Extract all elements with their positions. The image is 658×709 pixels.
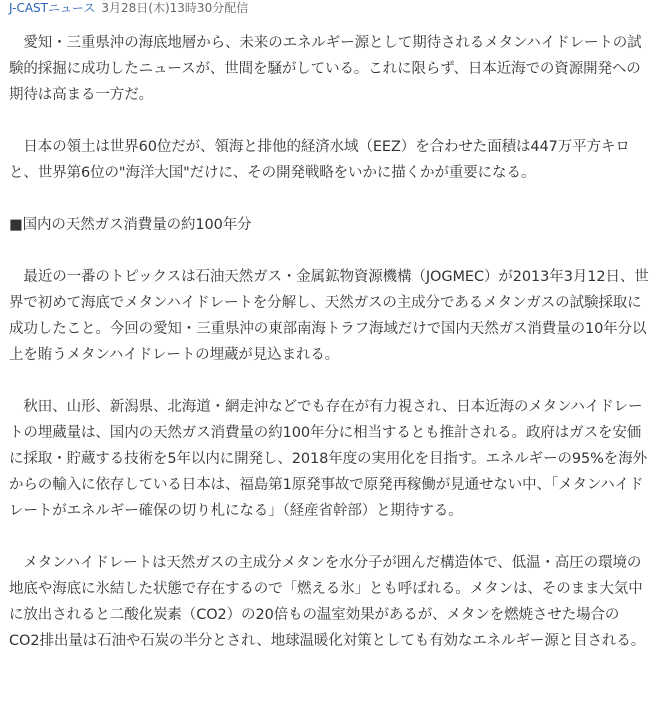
- paragraph: 最近の一番のトピックスは石油天然ガス・金属鉱物資源機構（JOGMEC）が2013年3月12日、世界で初めて海底でメタンハイドレートを分解し、天然ガスの主成分であるメタンガスの試験採取に成功したこと。今回の愛知・三重県沖の東部南海トラフ海域だけで国内天然ガス消費量の10年分以上を賄うメタンハイドレートの埋蔵が見込まれる。: [9, 269, 649, 363]
- section-heading: ■国内の天然ガス消費量の約100年分: [9, 217, 252, 233]
- paragraph-gap: [9, 108, 649, 134]
- paragraph-gap: [9, 186, 649, 212]
- source-link[interactable]: J-CASTニュース: [9, 1, 96, 15]
- article-body: [9, 30, 649, 654]
- paragraph-gap: [9, 524, 649, 550]
- paragraph-gap: [9, 368, 649, 394]
- byline: [9, 0, 649, 16]
- paragraph-gap: [9, 238, 649, 264]
- paragraph: 日本の領土は世界60位だが、領海と排他的経済水域（EEZ）を合わせた面積は447万平方キロと、世界第6位の"海洋大国"だけに、その開発戦略をいかに描くかが重要になる。: [9, 139, 630, 181]
- paragraph: 愛知・三重県沖の海底地層から、未来のエネルギー源として期待されるメタンハイドレートの試験的採掘に成功したニュースが、世間を騒がしている。これに限らず、日本近海での資源開発への期待は高まる一方だ。: [9, 35, 642, 103]
- paragraph: 秋田、山形、新潟県、北海道・網走沖などでも存在が有力視され、日本近海のメタンハイドレートの埋蔵量は、国内の天然ガス消費量の約100年分に相当するとも推計される。政府はガスを安価に採取・貯蔵する技術を5年以内に開発し、2018年度の実用化を目指す。エネルギーの95%を海外からの輸入に依存している日本は、福島第1原発事故で原発再稼働が見通せない中、「メタンハイドレートがエネルギー確保の切り札になる」（経産省幹部）と期待する。: [9, 399, 647, 519]
- paragraph: メタンハイドレートは天然ガスの主成分メタンを水分子が囲んだ構造体で、低温・高圧の環境の地底や海底に氷結した状態で存在するので「燃える氷」とも呼ばれる。メタンは、そのまま大気中に放出されると二酸化炭素（CO2）の20倍もの温室効果があるが、メタンを燃焼させた場合のCO2排出量は石油や石炭の半分とされ、地球温暖化対策としても有効なエネルギー源と目される。: [9, 555, 646, 649]
- publish-date: 3月28日(木)13時30分配信: [101, 1, 249, 15]
